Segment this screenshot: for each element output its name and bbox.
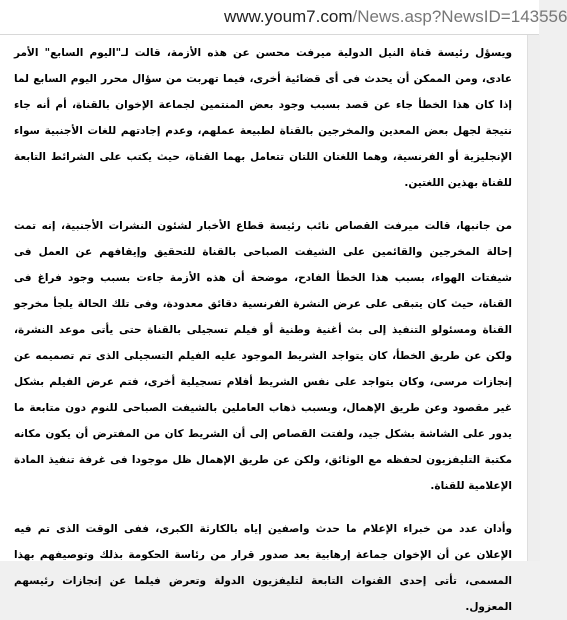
url-text[interactable] xyxy=(224,7,567,27)
side-scroll-area xyxy=(527,35,540,561)
address-bar[interactable] xyxy=(0,0,567,34)
article-paragraph-1: ويسؤل رئيسة قناة النيل الدولية ميرفت محسن عن هذه الأزمة، قالت لـ"اليوم السابع" الأمر عادى، ومن الممكن أن يحدث فى أى قضائية أخرى، فيما تهربت من سؤال محرر اليوم السابع لما إذا كان هذا الخطأ جاء عن قصد بسبب وجود بعض المنتمين لجماعة الإخوان بالقناة، أم أنه جاء نتيجة لجهل بعض المعدين والمخرجين بالقناة لطبيعة عملهم، وعدم إجادتهم للغات الأجنبية سواء الإنجليزية أو الفرنسية، وهما اللغتان اللتان تتعامل بهما القناة، حيث يكتب على الشرائط التابعة للقناة بهذين اللغتين. xyxy=(14,47,512,189)
url-path: /News.asp?NewsID=143556 xyxy=(352,7,567,26)
article-paragraph-3: وأدان عدد من خبراء الإعلام ما حدث واصفين إياه بالكارثة الكبرى، ففى الوقت الذى تم فيه الإعلان عن أن الإخوان جماعة إرهابية بعد صدور قرار من رئاسة الحكومة بذلك وتوصيفهم بهذا المسمى، تأتى إحدى القنوات التابعة لتليفزيون الدولة وتعرض فيلما عن إنجازات رئيسهم المعزول. xyxy=(14,523,512,613)
article-paragraph-2: من جانبها، قالت ميرفت القصاص نائب رئيسة قطاع الأخبار لشئون النشرات الأجنبية، إنه تمت إحالة المخرجين والقائمين على الشيفت الصباحى بالقناة للتحقيق وإيقافهم عن العمل فى شيفتات الهواء، بسبب هذا الخطأ الفادح، موضحة أن هذه الأزمة جاءت بسبب وجود فراغ فى القناة، حيث كان يتبقى على عرض النشرة الفرنسية دقائق معدودة، وفى تلك الحالة يلجأ مخرجو القناة ومسئولو التنفيذ إلى بث أغنية وطنية أو فيلم تسجيلى بالقناة حتى يأتى موعد النشرة، ولكن عن طريق الخطأ، كان يتواجد الشريط الموجود عليه الفيلم التسجيلى الذى تم تصميمه عن إنجازات مرسى، وكان يتواجد على نفس الشريط أفلام تسجيلية أخرى، فتم عرض الفيلم بشكل غير مقصود وعن طريق الإهمال، وبسبب ذهاب العاملين بالشيفت الصباحى للنوم دون متابعة ما يدور على الشاشة بشكل جيد، ولفتت القصاص إلى أن الشريط كان من المفترض أن يكون مكانه مكتبة التليفزيون لحفظه مع الوثائق، ولكن عن طريق الإهمال ظل موجودا فى غرفة تنفيذ المادة الإعلامية للقناة. xyxy=(14,220,512,492)
article-panel xyxy=(0,35,527,613)
url-host: www.youm7.com xyxy=(224,7,353,26)
article-body xyxy=(14,40,512,620)
